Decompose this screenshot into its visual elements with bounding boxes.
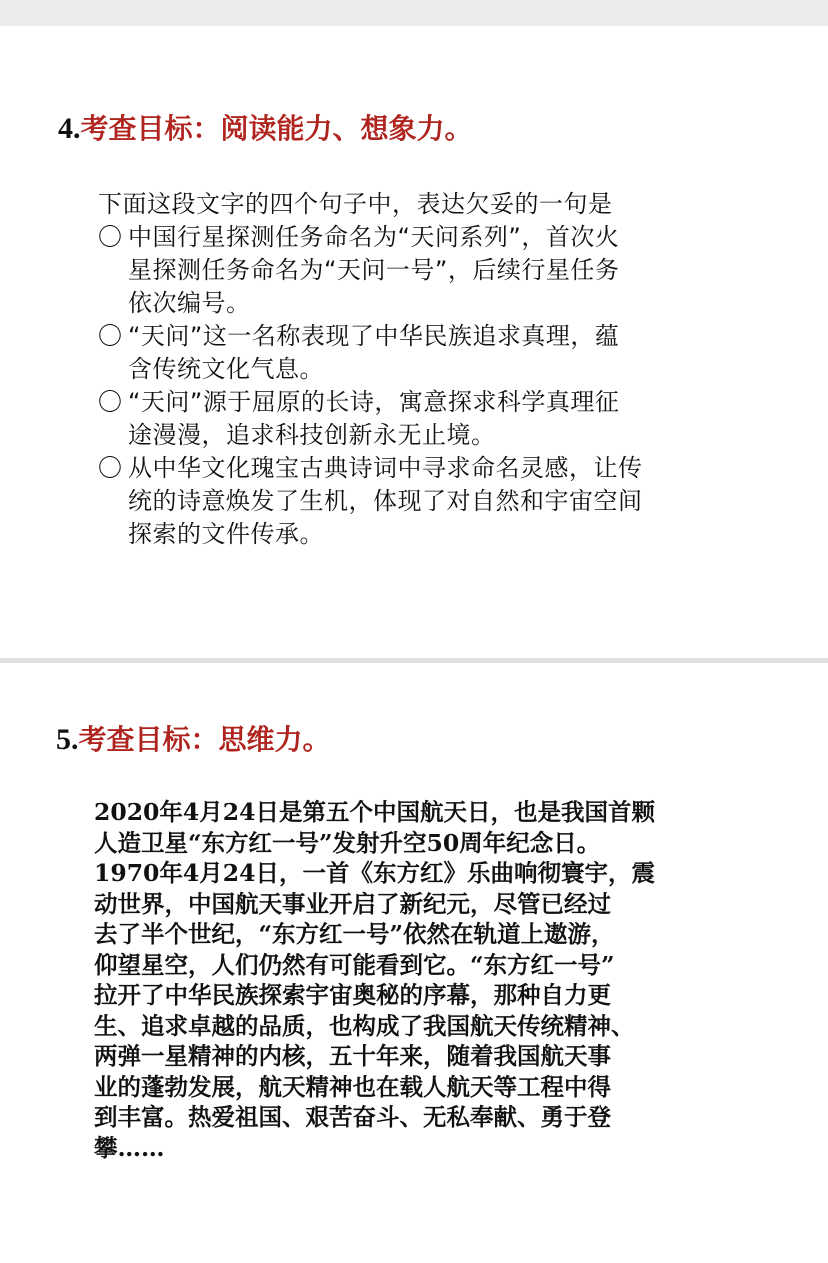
slide-question-4 [0, 26, 828, 658]
question-4-number: 4. [58, 112, 81, 145]
option-a-line-1: 中国行星探测任务命名为“天问系列”，首次火 [128, 223, 620, 251]
question-5-passage [94, 797, 734, 1163]
passage-line: 到丰富。热爱祖国、艰苦奋斗、无私奉献、勇于登 [94, 1103, 611, 1131]
top-gap [0, 0, 828, 26]
option-a-line-3: 依次编号。 [128, 289, 251, 317]
passage-line: 仰望星空，人们仍然有可能看到它。“东方红一号” [94, 950, 615, 979]
passage-line: 攀…… [94, 1133, 165, 1162]
option-b[interactable] [98, 320, 738, 386]
option-b-line-1: “天问”这一名称表现了中华民族追求真理，蕴 [128, 322, 620, 350]
option-d-line-3: 探索的文件传承。 [128, 520, 324, 548]
question-5-title: 考查目标：思维力。 [78, 723, 331, 756]
passage-line: 人造卫星“东方红一号”发射升空50周年纪念日。 [94, 828, 601, 857]
option-d-circle-icon: 〇 [98, 454, 123, 482]
passage-line: 两弹一星精神的内核，五十年来，随着我国航天事 [94, 1042, 611, 1070]
option-d[interactable] [98, 452, 738, 551]
option-c-circle-icon: 〇 [98, 388, 123, 416]
passage-line: 生、追求卓越的品质，也构成了我国航天传统精神、 [94, 1011, 635, 1040]
passage-line: 拉开了中华民族探索宇宙奥秘的序幕，那种自力更 [94, 981, 611, 1009]
option-c-line-1: “天问”源于屈原的长诗，寓意探求科学真理征 [128, 388, 620, 416]
option-d-line-2: 统的诗意焕发了生机，体现了对自然和宇宙空间 [128, 487, 643, 515]
question-5-heading [56, 723, 331, 757]
question-5-number: 5. [56, 723, 79, 756]
option-a[interactable] [98, 221, 738, 320]
question-4-body [98, 188, 738, 551]
option-c[interactable] [98, 386, 738, 452]
option-b-circle-icon: 〇 [98, 322, 123, 350]
passage-line: 业的蓬勃发展，航天精神也在载人航天等工程中得 [94, 1072, 611, 1101]
passage-line: 去了半个世纪，“东方红一号”依然在轨道上遨游， [94, 920, 615, 948]
option-c-line-2: 途漫漫，追求科技创新永无止境。 [128, 421, 496, 449]
passage-line: 2020年4月24日是第五个中国航天日，也是我国首颗 [94, 798, 655, 826]
option-d-line-1: 从中华文化瑰宝古典诗词中寻求命名灵感，让传 [128, 454, 643, 482]
option-a-line-2: 星探测任务命名为“天问一号”，后续行星任务 [128, 256, 620, 284]
passage-line: 动世界，中国航天事业开启了新纪元，尽管已经过 [94, 889, 611, 918]
question-4-title: 考查目标：阅读能力、想象力。 [80, 112, 473, 145]
option-a-circle-icon: 〇 [98, 223, 123, 251]
question-4-stem: 下面这段文字的四个句子中，表达欠妥的一句是 [98, 190, 613, 218]
passage-line: 1970年4月24日，一首《东方红》乐曲响彻寰宇，震 [94, 859, 655, 887]
slide-question-5 [0, 663, 828, 1263]
question-4-heading [58, 112, 473, 146]
option-b-line-2: 含传统文化气息。 [128, 355, 324, 383]
